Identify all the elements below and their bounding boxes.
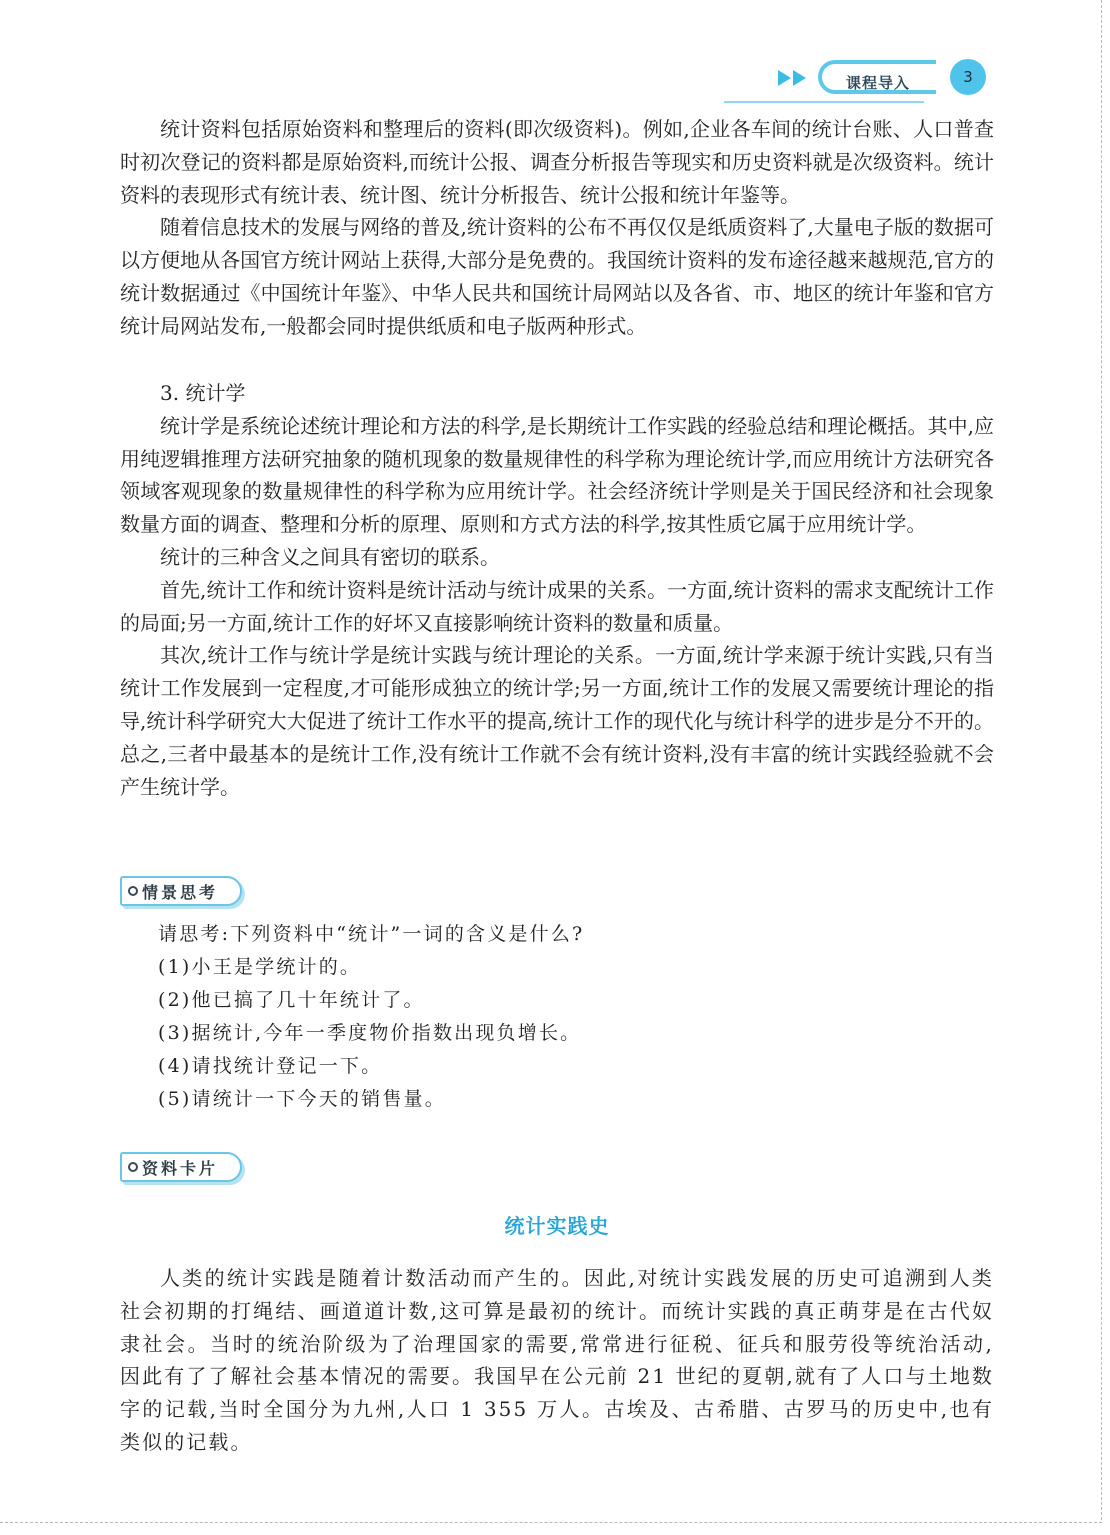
question-line: (1)小王是学统计的。 — [158, 956, 362, 978]
card-title: 统计实践史 — [504, 1214, 610, 1238]
question-line: (3)据统计,今年一季度物价指数出现负增长。 — [158, 1022, 582, 1044]
scenario-questions — [120, 918, 994, 1116]
section-statistics — [120, 377, 994, 803]
paragraph: 统计资料包括原始资料和整理后的资料(即次级资料)。例如,企业各车间的统计台账、人口普查时初次登记的资料都是原始资料,而统计公报、调查分析报告等现实和历史资料就是次级资料。统计资料的表现形式有统计表、统计图、统计分析报告、统计公报和统计年鉴等。 — [120, 117, 994, 207]
question-line: 请思考:下列资料中“统计”一词的含义是什么? — [158, 923, 585, 945]
intro-text — [120, 113, 994, 343]
circle-icon — [128, 886, 138, 896]
circle-icon — [128, 1162, 138, 1172]
paragraph: 首先,统计工作和统计资料是统计活动与统计成果的关系。一方面,统计资料的需求支配统计工作的局面;另一方面,统计工作的好坏又直接影响统计资料的数量和质量。 — [120, 577, 994, 635]
question-line: (5)请统计一下今天的销售量。 — [158, 1088, 446, 1110]
card-label — [120, 1152, 242, 1182]
paragraph: 其次,统计工作与统计学是统计实践与统计理论的关系。一方面,统计学来源于统计实践,只有当统计工作发展到一定程度,才可能形成独立的统计学;另一方面,统计工作的发展又需要统计理论的指导,统计科学研究大大促进了统计工作水平的提高,统计工作的现代化与统计科学的进步是分不开的。总之,三者中最基本的是统计工作,没有统计工作就不会有统计资料,没有丰富的统计实践经验就不会产生统计学。 — [120, 643, 994, 799]
scenario-label — [120, 876, 242, 906]
paragraph: 统计学是系统论述统计理论和方法的科学,是长期统计工作实践的经验总结和理论概括。其中,应用纯逻辑推理方法研究抽象的随机现象的数量规律性的科学称为理论统计学,而应用统计方法研究各领域客观现象的数量规律性的科学称为应用统计学。社会经济统计学则是关于国民经济和社会现象数量方面的调查、整理和分析的原理、原则和方式方法的科学,按其性质它属于应用统计学。 — [120, 413, 994, 537]
page-header — [776, 56, 996, 106]
history-text — [120, 1262, 994, 1459]
section-heading: 3. 统计学 — [160, 381, 246, 405]
paragraph: 随着信息技术的发展与网络的普及,统计资料的公布不再仅仅是纸质资料了,大量电子版的数据可以方便地从各国官方统计网站上获得,大部分是免费的。我国统计资料的发布途径越来越规范,官方的统计数据通过《中国统计年鉴》、中华人民共和国统计局网站以及各省、市、地区的统计年鉴和官方统计局网站发布,一般都会同时提供纸质和电子版两种形式。 — [120, 215, 994, 338]
page-number: 3 — [950, 59, 986, 95]
question-line: (4)请找统计登记一下。 — [158, 1055, 383, 1077]
paragraph: 人类的统计实践是随着计数活动而产生的。因此,对统计实践发展的历史可追溯到人类社会初期的打绳结、画道道计数,这可算是最初的统计。而统计实践的真正萌芽是在古代奴隶社会。当时的统治阶级为了治理国家的需要,常常进行征税、征兵和服劳役等统治活动,因此有了了解社会基本情况的需要。我国早在公元前 21 世纪的夏朝,就有了人口与土地数字的记载,当时全国分为九州,人口 1 355 万人。古埃及、古希腊、古罗马的历史中,也有类似的记载。 — [120, 1266, 994, 1454]
scenario-label-text: 情景思考 — [142, 882, 219, 902]
question-line: (2)他已搞了几十年统计了。 — [158, 989, 425, 1011]
section-label: 课程导入 — [846, 74, 911, 92]
paragraph: 统计的三种含义之间具有密切的联系。 — [160, 544, 500, 569]
double-arrow-icon — [778, 70, 806, 86]
header-underline — [724, 101, 924, 103]
card-label-text: 资料卡片 — [142, 1158, 219, 1178]
page-edge-bottom — [0, 1522, 1102, 1523]
page-edge-right — [1101, 0, 1102, 1520]
